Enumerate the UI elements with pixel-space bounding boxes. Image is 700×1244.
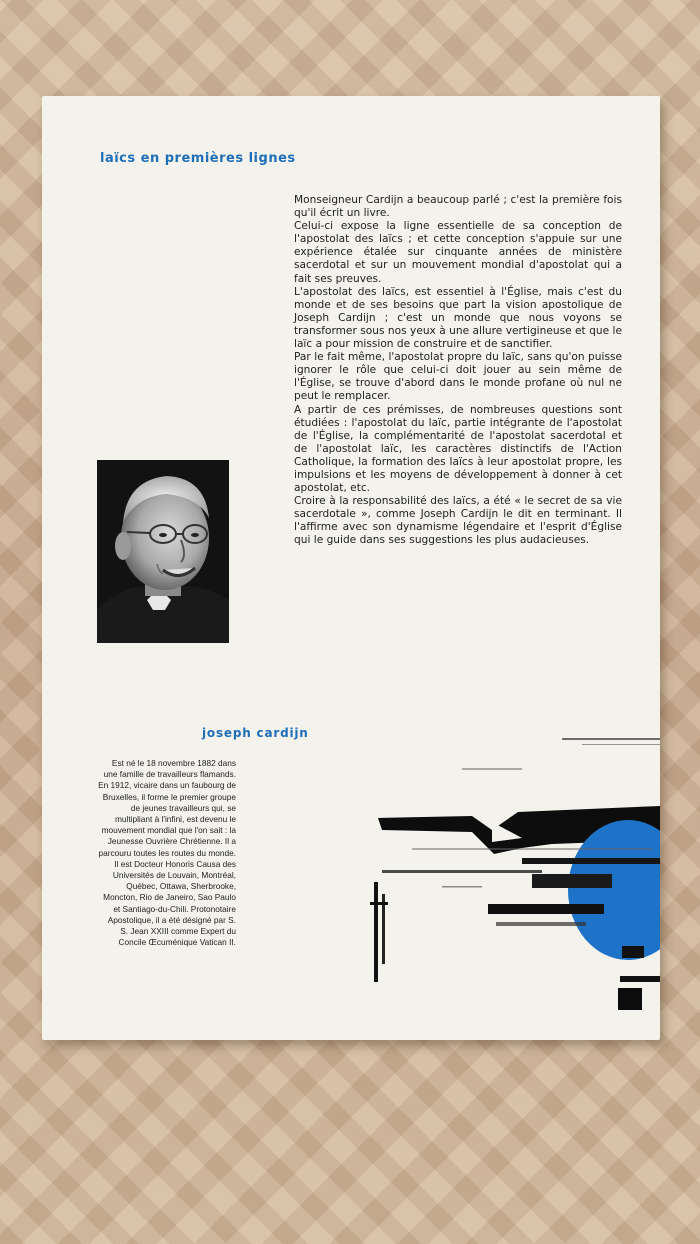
series-title: laïcs en premières lignes bbox=[100, 151, 296, 166]
blurb-paragraph: Monseigneur Cardijn a beaucoup parlé ; c'est la première fois qu'il écrit un livre. bbox=[294, 194, 622, 220]
blurb-paragraph: L'apostolat des laïcs, est essentiel à l'Église, mais c'est du monde et de ses besoins que part la vision apostolique de Joseph Cardijn ; c'est un monde que nous voyons se transformer sous nos yeux à une allure vertigineuse et que le laïc a pour mission de construire et de sanctifier. bbox=[294, 285, 622, 351]
blurb-paragraph: Par le fait même, l'apostolat propre du laïc, sans qu'on puisse ignorer le rôle que celui-ci doit jouer au sein même de l'Église, se trouve d'abord dans le monde profane où nul ne peut le remplacer. bbox=[294, 351, 622, 403]
book-back-cover bbox=[42, 96, 660, 1040]
portrait-photo bbox=[97, 460, 229, 643]
blurb-paragraph: Croire à la responsabilité des laïcs, a été « le secret de sa vie sacerdotale », comme Joseph Cardijn le dit en terminant. Il l'affirme avec son dynamisme légendaire et l'esprit d'Église qui le guide dans ses suggestions les plus audacieuses. bbox=[294, 495, 622, 547]
blurb-paragraph: Celui-ci expose la ligne essentielle de sa conception de l'apostolat des laïcs ; et cette conception s'appuie sur une expérience étalée sur cinquante années de ministère sacerdotal et sur un mouvement mondial d'apostolat qui a fait ses preuves. bbox=[294, 220, 622, 285]
author-bio bbox=[98, 758, 236, 948]
abstract-cover-illustration bbox=[322, 726, 660, 1040]
bio-text: Est né le 18 novembre 1882 dans une famille de travailleurs flamands. En 1912, vicaire dans un faubourg de Bruxelles, il forme le premier groupe de jeunes travailleurs qui, se multipliant à l'infini, est devenu le mouvement mondial que l'on sait : la Jeunesse Ouvrière Chrétienne. Il a parcouru toutes les routes du monde. Il est Docteur Honoris Causa des Universités de Louvain, Montréal, Québec, Ottawa, Sherbrooke, Moncton, Rio de Janeiro, Sao Paulo et Santiago-du-Chili. Protonotaire Apostolique, il a été désigné par S. S. Jean XXIII comme Expert du Concile Œcuménique Vatican II. bbox=[98, 758, 236, 948]
author-portrait bbox=[97, 460, 229, 643]
blurb-paragraph: A partir de ces prémisses, de nombreuses questions sont étudiées : l'apostolat du laïc, partie intégrante de l'apostolat de l'Église, la complémentarité de l'apostolat sacerdotal et de l'apostolat laïc, les caractères distinctifs de l'Action Catholique, la formation des laïcs à leur apostolat propre, les impulsions et les moyens de développement à donner à cet apostolat, etc. bbox=[294, 403, 622, 495]
author-name: joseph cardijn bbox=[202, 726, 309, 740]
blurb-text bbox=[294, 194, 622, 548]
